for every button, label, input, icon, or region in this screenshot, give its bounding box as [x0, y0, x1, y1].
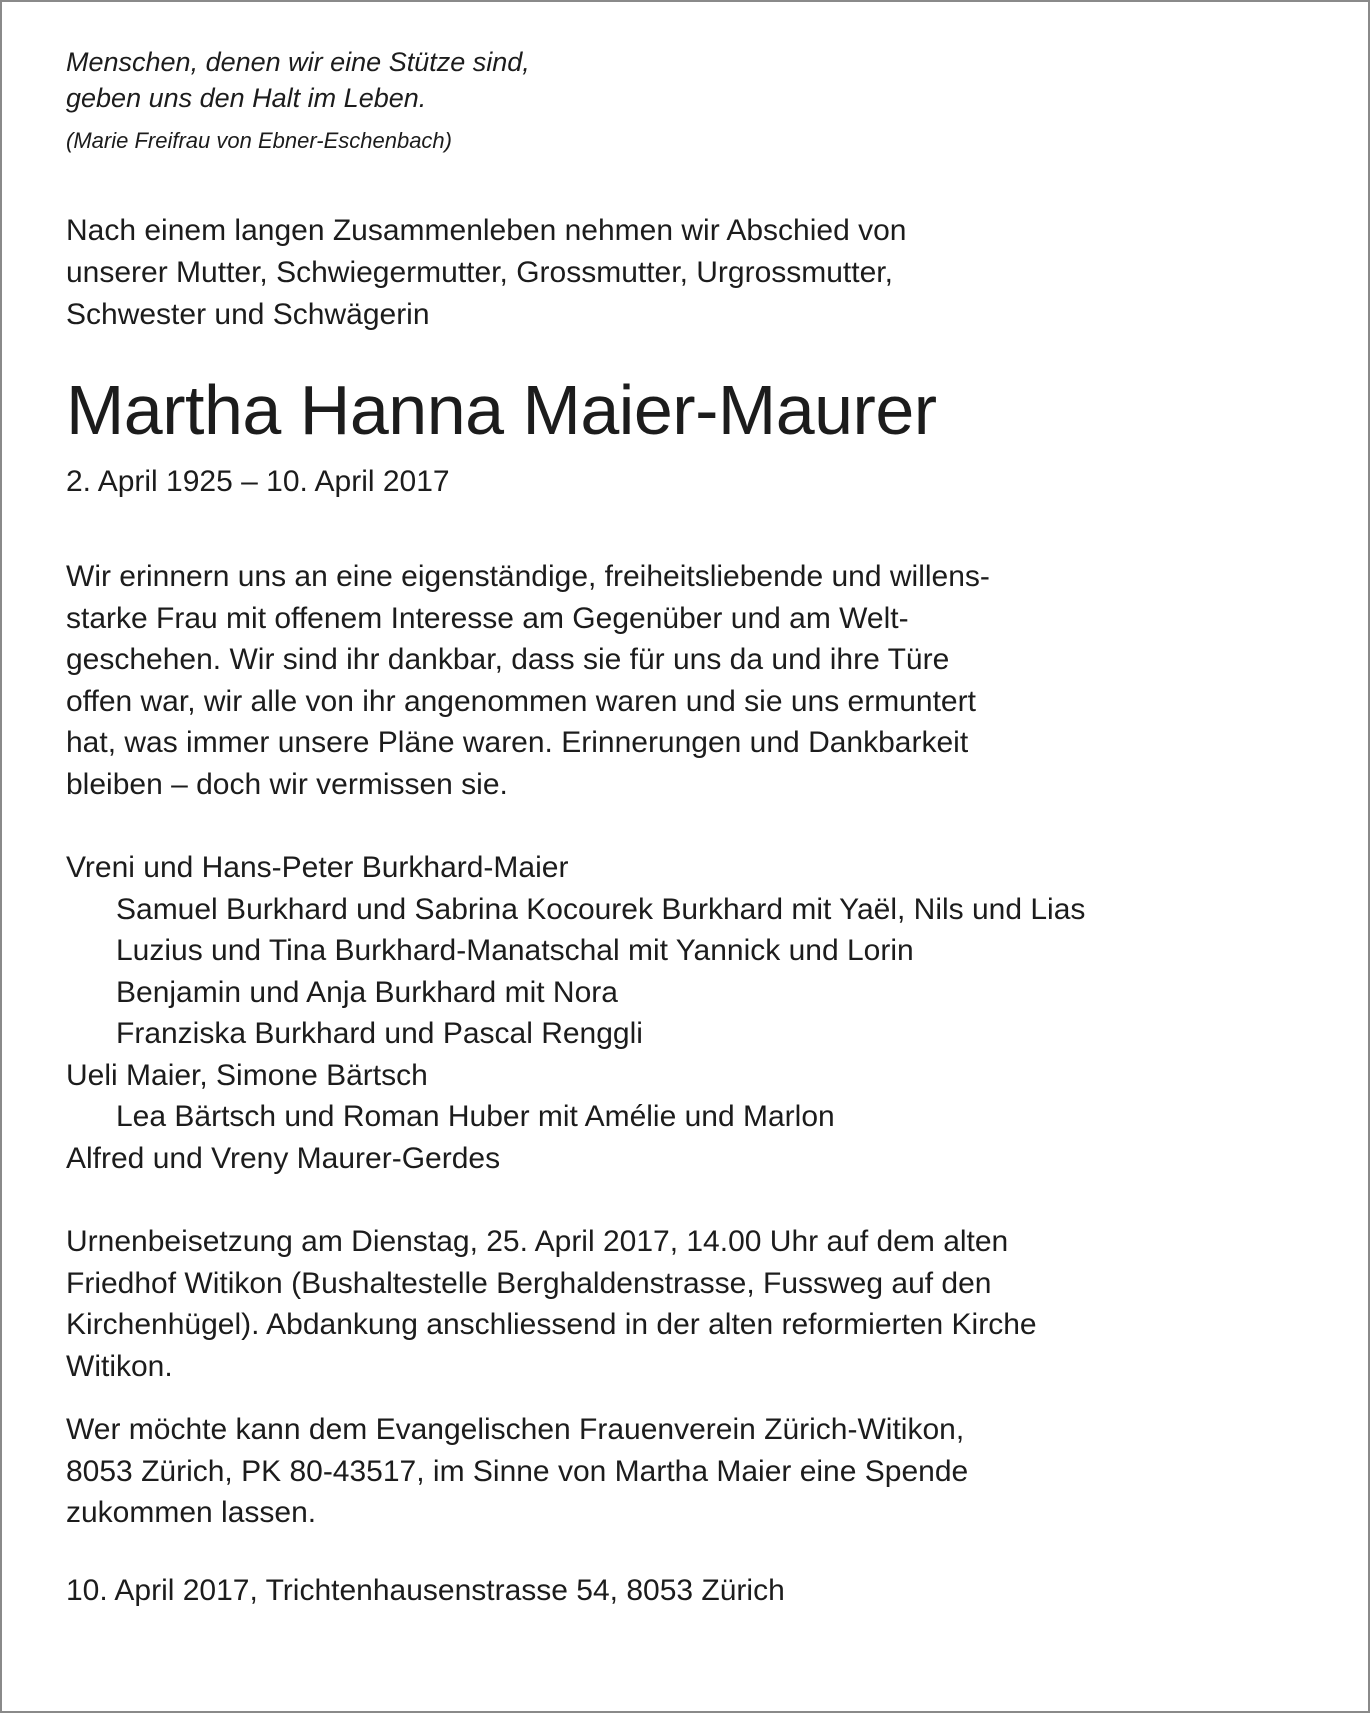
- tribute-line: Wir erinnern uns an eine eigenständige, freiheitsliebende und willens-: [66, 560, 990, 593]
- funeral-line: Friedhof Witikon (Bushaltestelle Berghaldenstrasse, Fussweg auf den: [66, 1266, 992, 1300]
- intro-line: Schwester und Schwägerin: [66, 298, 430, 331]
- life-dates: 2. April 1925 – 10. April 2017: [66, 465, 450, 498]
- deceased-name: Martha Hanna Maier-Maurer: [66, 371, 937, 449]
- quote-line: Menschen, denen wir eine Stütze sind,: [66, 47, 530, 77]
- mourners-list: [66, 847, 1346, 1179]
- tribute-line: hat, was immer unsere Pläne waren. Erinnerungen und Dankbarkeit: [66, 726, 969, 759]
- donation-line: Wer möchte kann dem Evangelischen Frauenverein Zürich-Witikon,: [66, 1413, 965, 1446]
- mourner-line: Alfred und Vreny Maurer-Gerdes: [66, 1141, 501, 1175]
- funeral-info: [66, 1221, 1346, 1387]
- tribute-line: starke Frau mit offenem Interesse am Gegenüber und am Welt-: [66, 601, 909, 635]
- donation-line: 8053 Zürich, PK 80-43517, im Sinne von Martha Maier eine Spende: [66, 1454, 969, 1488]
- quote-line: geben uns den Halt im Leben.: [66, 83, 427, 113]
- mourner-line: Samuel Burkhard und Sabrina Kocourek Burkhard mit Yaël, Nils und Lias: [116, 892, 1086, 926]
- mourner-line: Vreni und Hans-Peter Burkhard-Maier: [66, 851, 569, 884]
- epigraph-quote: [66, 44, 1346, 116]
- tribute-line: bleiben – doch wir vermissen sie.: [66, 767, 508, 801]
- mourner-line: Luzius und Tina Burkhard-Manatschal mit Yannick und Lorin: [116, 934, 914, 967]
- intro-line: unserer Mutter, Schwiegermutter, Grossmutter, Urgrossmutter,: [66, 256, 893, 289]
- funeral-line: Urnenbeisetzung am Dienstag, 25. April 2017, 14.00 Uhr auf dem alten: [66, 1225, 1009, 1258]
- donation-info: [66, 1409, 1346, 1534]
- date-and-address: 10. April 2017, Trichtenhausenstrasse 54, 8053 Zürich: [66, 1573, 785, 1607]
- funeral-line: Kirchenhügel). Abdankung anschliessend in der alten reformierten Kirche: [66, 1308, 1037, 1341]
- intro-line: Nach einem langen Zusammenleben nehmen wir Abschied von: [66, 214, 907, 247]
- intro-paragraph: [66, 210, 1346, 336]
- mourner-line: Ueli Maier, Simone Bärtsch: [66, 1058, 428, 1092]
- tribute-line: offen war, wir alle von ihr angenommen waren und sie uns ermuntert: [66, 684, 976, 718]
- mourner-line: Franziska Burkhard und Pascal Renggli: [116, 1017, 643, 1050]
- mourner-line: Lea Bärtsch und Roman Huber mit Amélie und Marlon: [116, 1100, 835, 1133]
- obituary-content: [66, 44, 1346, 1611]
- tribute-paragraph: [66, 556, 1346, 805]
- mourner-line: Benjamin und Anja Burkhard mit Nora: [116, 975, 618, 1009]
- quote-source: (Marie Freifrau von Ebner-Eschenbach): [66, 128, 452, 153]
- donation-line: zukommen lassen.: [66, 1496, 317, 1529]
- tribute-line: geschehen. Wir sind ihr dankbar, dass sie für uns da und ihre Türe: [66, 643, 950, 676]
- funeral-line: Witikon.: [66, 1349, 173, 1383]
